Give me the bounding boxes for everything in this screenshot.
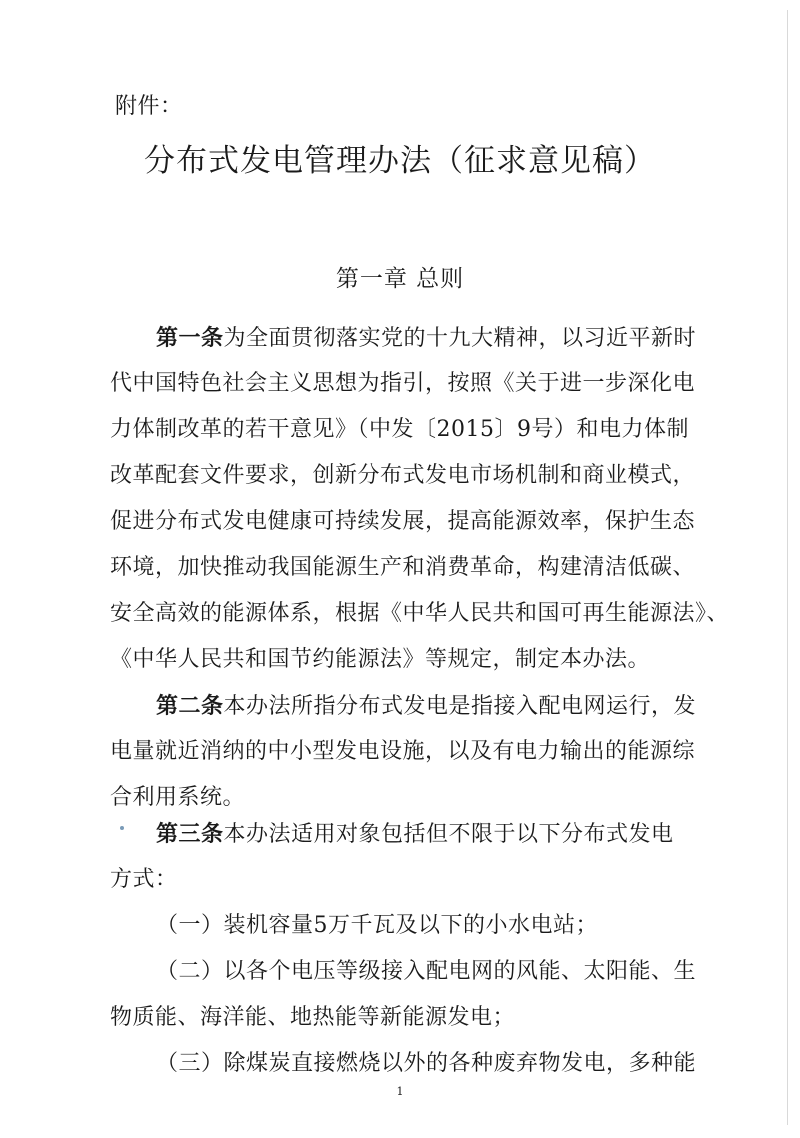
article1-line-2: 代中国特色社会主义思想为指引，按照《关于进一步深化电 bbox=[110, 371, 696, 396]
article1-line-1: 第一条为全面贯彻落实党的十九大精神，以习近平新时 bbox=[156, 325, 697, 351]
page-number: 1 bbox=[396, 1085, 404, 1098]
article2-line-2: 电量就近消纳的中小型发电设施，以及有电力输出的能源综 bbox=[110, 739, 696, 764]
article1-line-5: 促进分布式发电健康可持续发展，提高能源效率，保护生态 bbox=[110, 509, 696, 534]
article1-label: 第一条 bbox=[156, 325, 224, 351]
article3-label: 第三条 bbox=[156, 821, 224, 847]
page-title: 分布式发电管理办法（征求意见稿） bbox=[144, 143, 656, 179]
article1-line-7: 安全高效的能源体系，根据《中华人民共和国可再生能源法》、 bbox=[110, 601, 730, 626]
article3-item-1: （一）装机容量5万千瓦及以下的小水电站； bbox=[156, 913, 598, 938]
article1-line-4: 改革配套文件要求，创新分布式发电市场机制和商业模式， bbox=[110, 463, 696, 488]
article1-line-8: 《中华人民共和国节约能源法》等规定，制定本办法。 bbox=[110, 647, 651, 672]
annex-label: 附件： bbox=[115, 94, 183, 119]
article3-line-2: 方式： bbox=[110, 867, 178, 892]
article2-label: 第二条 bbox=[156, 693, 224, 719]
article3-item-2-cont: 物质能、海洋能、地热能等新能源发电； bbox=[110, 1005, 516, 1030]
article3-item-2: （二）以各个电压等级接入配电网的风能、太阳能、生 bbox=[156, 959, 697, 984]
article1-line-6: 环境，加快推动我国能源生产和消费革命，构建清洁低碳、 bbox=[110, 555, 696, 580]
article3-line-1: 第三条本办法适用对象包括但不限于以下分布式发电 bbox=[156, 821, 674, 847]
article2-line-1: 第二条本办法所指分布式发电是指接入配电网运行，发 bbox=[156, 693, 697, 719]
article1-line-3: 力体制改革的若干意见》（中发〔2015〕9号）和电力体制 bbox=[110, 417, 689, 442]
scan-dot bbox=[120, 826, 124, 830]
article2-line-3: 合利用系统。 bbox=[110, 785, 246, 810]
chapter-heading: 第一章 总则 bbox=[335, 266, 465, 292]
article3-item-3: （三）除煤炭直接燃烧以外的各种废弃物发电，多种能 bbox=[156, 1051, 697, 1076]
